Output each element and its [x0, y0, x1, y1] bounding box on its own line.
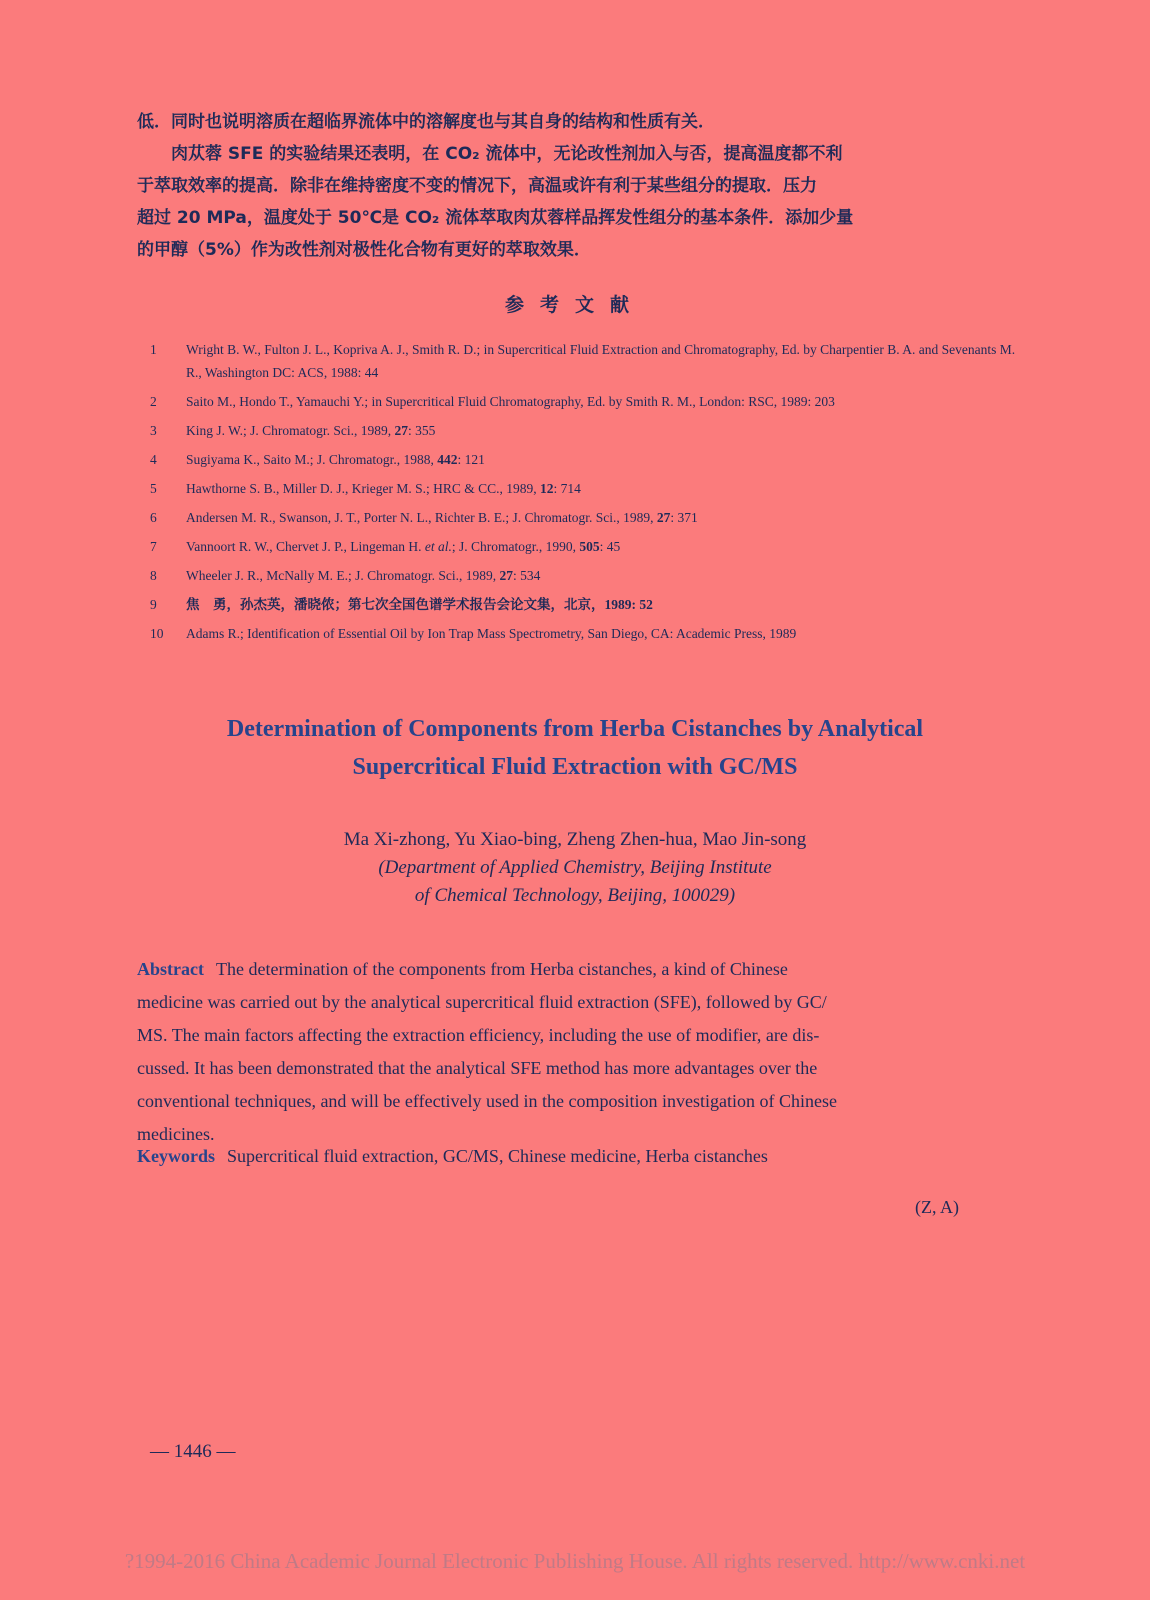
abstract-label: Abstract	[137, 959, 204, 979]
abstract-line: medicines.	[137, 1124, 215, 1144]
reference-item	[150, 477, 1030, 500]
reference-item	[150, 448, 1030, 471]
reference-text: : 45	[599, 539, 621, 554]
reference-text: 27	[656, 510, 671, 525]
reference-text: Hawthorne S. B., Miller D. J., Krieger M. S.; HRC & CC., 1989,	[186, 481, 540, 496]
reference-item	[150, 593, 1030, 616]
reference-item	[150, 390, 1030, 413]
author-block	[0, 826, 1150, 910]
reference-number: 5	[150, 481, 157, 496]
reference-item	[150, 338, 1030, 384]
reference-text: Adams R.; Identification of Essential Oil by Ion Trap Mass Spectrometry, San Diego, CA: Academic Press, 1989	[186, 626, 797, 641]
reference-text: : 371	[670, 510, 698, 525]
copyright-footer: ?1994-2016 China Academic Journal Electronic Publishing House. All rights reserved. http://www.cnki.net	[124, 1549, 1026, 1573]
reference-number: 10	[150, 626, 164, 641]
reference-text: : 534	[512, 568, 541, 583]
reference-item	[150, 506, 1030, 529]
abstract-line: medicine was carried out by the analytical supercritical fluid extraction (SFE), followed by GC/	[137, 992, 827, 1012]
classification-code: (Z, A)	[915, 1197, 959, 1217]
reference-number: 4	[150, 452, 157, 467]
reference-text: Wheeler J. R., McNally M. E.; J. Chromatogr. Sci., 1989,	[186, 568, 500, 583]
abstract-text: The determination of the components from Herba cistanches, a kind of Chinese	[215, 959, 788, 979]
abstract-line: conventional techniques, and will be effectively used in the composition investigation of Chinese	[137, 1091, 838, 1111]
title-line: Determination of Components from Herba Cistanches by Analytical	[226, 716, 924, 742]
abstract	[137, 953, 1029, 1151]
chinese-conclusion-paragraph	[137, 106, 1027, 266]
affiliation-line: (Department of Applied Chemistry, Beijing Institute	[378, 857, 772, 878]
reference-text: 12	[540, 481, 554, 496]
reference-text: Sugiyama K., Saito M.; J. Chromatogr., 1988,	[186, 452, 438, 467]
cn-line: 低．同时也说明溶质在超临界流体中的溶解度也与其自身的结构和性质有关．	[137, 112, 715, 132]
reference-number: 1	[150, 342, 157, 357]
reference-text: Vannoort R. W., Chervet J. P., Lingeman H.	[186, 539, 425, 554]
abstract-line: MS. The main factors affecting the extraction efficiency, including the use of modifier, are dis-	[137, 1025, 820, 1045]
abstract-line: cussed. It has been demonstrated that the analytical SFE method has more advantages over the	[137, 1058, 818, 1078]
reference-number: 8	[150, 568, 157, 583]
cn-line: 肉苁蓉 SFE 的实验结果还表明，在 CO₂ 流体中，无论改性剂加入与否，提高温度都不利	[137, 144, 843, 164]
reference-text: : 355	[408, 423, 436, 438]
reference-text: 442	[437, 452, 458, 467]
reference-text: 27	[394, 423, 409, 438]
english-title	[0, 710, 1150, 786]
reference-item	[150, 564, 1030, 587]
abstract-line	[137, 953, 1029, 986]
reference-number: 3	[150, 423, 157, 438]
page-number: — 1446 —	[150, 1441, 236, 1462]
title-line: Supercritical Fluid Extraction with GC/MS	[352, 754, 798, 780]
keywords-label: Keywords	[137, 1146, 215, 1166]
reference-number: 6	[150, 510, 157, 525]
reference-text: et al.	[424, 539, 452, 554]
keywords	[137, 1140, 1029, 1173]
reference-text: 27	[499, 568, 513, 583]
reference-text: Saito M., Hondo T., Yamauchi Y.; in Supercritical Fluid Chromatography, Ed. by Smith R. M., London: RSC, 1989: 203	[186, 394, 835, 409]
affiliation-line: of Chemical Technology, Beijing, 100029)	[414, 885, 736, 906]
reference-list	[150, 338, 1030, 651]
reference-text: Andersen M. R., Swanson, J. T., Porter N. L., Richter B. E.; J. Chromatogr. Sci., 1989,	[186, 510, 657, 525]
reference-text: : 121	[457, 452, 485, 467]
reference-item	[150, 622, 1030, 645]
reference-number: 9	[150, 597, 157, 612]
reference-text: 焦 勇，孙杰英，潘晓侬；第七次全国色谱学术报告会论文集，北京，1989: 52	[186, 597, 653, 612]
cn-line: 的甲醇（5%）作为改性剂对极性化合物有更好的萃取效果．	[137, 240, 591, 260]
reference-number: 2	[150, 394, 157, 409]
authors: Ma Xi-zhong, Yu Xiao-bing, Zheng Zhen-hua, Mao Jin-song	[343, 829, 807, 850]
keywords-text: Supercritical fluid extraction, GC/MS, Chinese medicine, Herba cistanches	[227, 1146, 768, 1166]
cn-line: 超过 20 MPa，温度处于 50℃是 CO₂ 流体萃取肉苁蓉样品挥发性组分的基本条件．添加少量	[137, 208, 854, 228]
reference-item	[150, 535, 1030, 558]
reference-text: Wright B. W., Fulton J. L., Kopriva A. J., Smith R. D.; in Supercritical Fluid Extraction and Chromatography, Ed. by Charpentier B. A. and Sevenants M. R., Washington DC: ACS, 1988: 44	[186, 342, 1016, 380]
reference-number: 7	[150, 539, 157, 554]
reference-item	[150, 419, 1030, 442]
reference-text: ; J. Chromatogr., 1990,	[451, 539, 580, 554]
reference-text: : 714	[553, 481, 581, 496]
reference-text: King J. W.; J. Chromatogr. Sci., 1989,	[186, 423, 395, 438]
references-heading: 参考文献	[504, 294, 645, 316]
cn-line: 于萃取效率的提高．除非在维持密度不变的情况下，高温或许有利于某些组分的提取．压力	[137, 176, 817, 196]
reference-text: 505	[579, 539, 600, 554]
